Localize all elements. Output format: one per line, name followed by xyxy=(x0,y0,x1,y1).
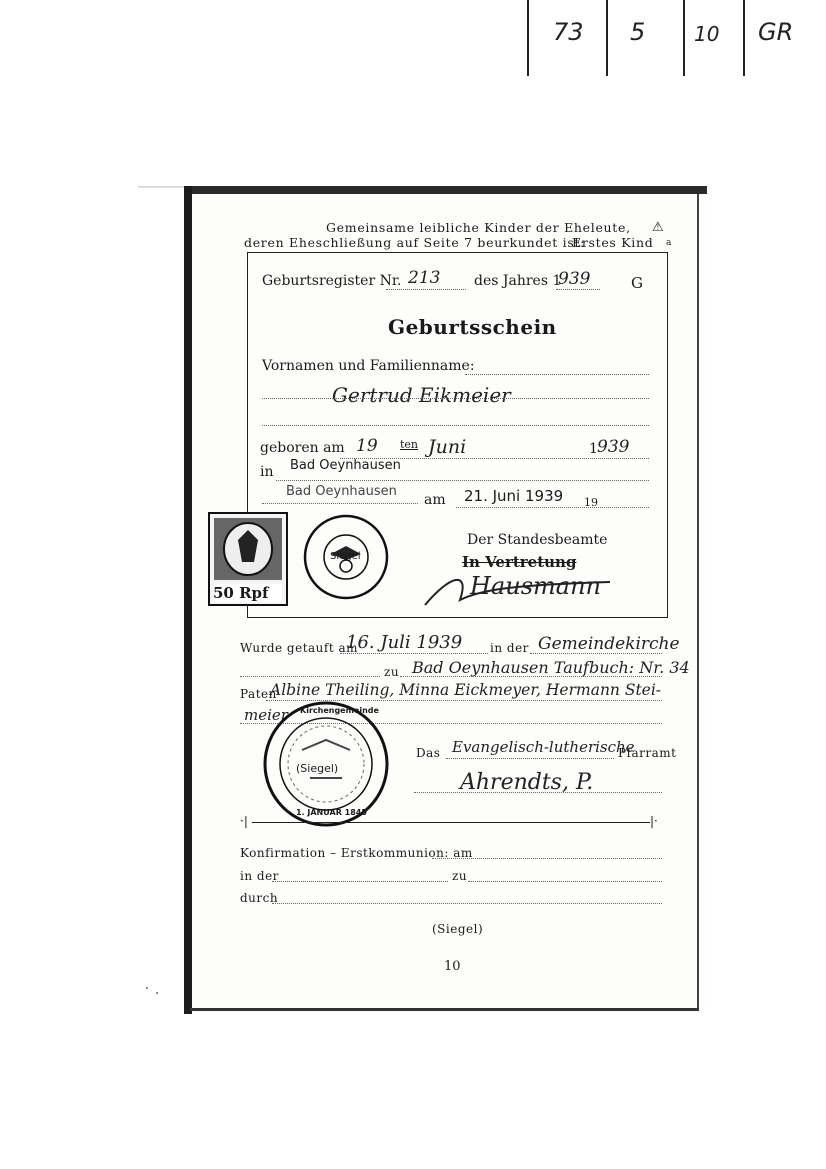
registrar-seal-text xyxy=(392,600,409,601)
page-number: 10 xyxy=(444,959,461,974)
dotted-line xyxy=(465,374,649,375)
page-border-left xyxy=(184,186,192,1014)
dotted-line xyxy=(240,676,380,677)
dotted-line xyxy=(400,676,662,677)
parish-label-suffix: Pfarramt xyxy=(618,746,677,760)
header-line-2: deren Eheschließung auf Seite 7 beurkundet ist: xyxy=(244,235,586,250)
born-year: 939 xyxy=(597,437,630,457)
register-label: Geburtsregister Nr. xyxy=(262,273,402,289)
signature-stroke xyxy=(420,570,620,610)
born-label: geboren am xyxy=(260,440,345,456)
dotted-line xyxy=(262,503,418,504)
registrar-struck-line: In Vertretung xyxy=(462,553,577,571)
born-year-prefix: 1 xyxy=(589,441,598,457)
pastor-signature: Ahrendts, P. xyxy=(460,770,594,795)
names-value: Gertrud Eikmeier xyxy=(332,383,511,407)
born-month: Juni xyxy=(428,436,467,458)
dotted-line xyxy=(556,289,600,290)
issue-date: 21. Juni 1939 xyxy=(464,487,564,505)
register-letter: G xyxy=(631,274,643,292)
archive-box-1: 73 xyxy=(553,18,584,46)
in-label: in xyxy=(260,464,274,480)
dotted-line xyxy=(340,653,488,654)
confirmation-in-der: in der xyxy=(240,869,279,883)
separator-mark-right: |· xyxy=(650,814,658,828)
warning-sub: a xyxy=(666,238,672,248)
godparents-line-2: meier xyxy=(244,706,288,724)
godparents-line-1: Albine Theiling, Minna Eickmeyer, Hermann Stei- xyxy=(270,681,662,699)
baptism-place: Bad Oeynhausen Taufbuch: Nr. 34 xyxy=(412,658,690,677)
registrar-seal-center: Siegel xyxy=(330,551,361,562)
year-label: des Jahres 1 xyxy=(474,273,562,289)
dotted-line xyxy=(272,903,662,904)
warning-icon: ⚠ xyxy=(652,220,664,235)
church-seal-center: (Siegel) xyxy=(296,762,339,775)
church-seal-text: Kirchengemeinde xyxy=(300,706,379,715)
page-border-right xyxy=(697,194,699,1009)
born-suffix: ten xyxy=(400,438,419,451)
confirmation-durch: durch xyxy=(240,891,279,905)
dotted-line xyxy=(414,792,662,793)
archive-divider xyxy=(683,0,685,76)
birthplace: Bad Oeynhausen xyxy=(290,458,401,473)
born-day: 19 xyxy=(356,436,378,456)
fee-stamp-value: 50 Rpf xyxy=(213,584,269,602)
parish-label-prefix: Das xyxy=(416,746,441,760)
certificate-title: Geburtsschein xyxy=(388,315,557,339)
baptism-church: Gemeindekirche xyxy=(538,634,680,654)
page-border-top xyxy=(184,186,707,194)
dotted-line xyxy=(456,507,649,508)
archive-box-2: 5 xyxy=(630,18,646,46)
child-label: Erstes Kind xyxy=(572,235,654,250)
baptism-date: 16. Juli 1939 xyxy=(346,632,463,653)
archive-divider xyxy=(606,0,608,76)
year-value: 939 xyxy=(558,269,591,289)
dotted-line xyxy=(530,653,662,654)
issue-year-suffix: 19 xyxy=(584,496,598,509)
confirmation-seal-label: (Siegel) xyxy=(432,922,484,936)
page-border-bottom xyxy=(190,1008,699,1011)
parish-name: Evangelisch-lutherische xyxy=(452,738,635,756)
confirmation-zu: zu xyxy=(452,869,468,883)
baptism-label: Wurde getauft am xyxy=(240,641,359,655)
archive-divider xyxy=(743,0,745,76)
scan-speck xyxy=(146,987,148,989)
church-seal-date: 1. JANUAR 1845 xyxy=(296,808,367,817)
dotted-line xyxy=(432,858,662,859)
scan-edge xyxy=(138,186,186,188)
separator-line xyxy=(252,822,650,823)
archive-box-3: 10 xyxy=(694,22,720,46)
dotted-line xyxy=(272,881,448,882)
names-label: Vornamen und Familienname: xyxy=(262,358,475,374)
separator-mark-left: ·| xyxy=(240,814,248,828)
dotted-line xyxy=(446,758,614,759)
baptism-zu: zu xyxy=(384,665,400,679)
registrar-signature: Hausmann xyxy=(470,572,601,600)
am-label: am xyxy=(424,492,446,508)
issue-place: Bad Oeynhausen xyxy=(286,484,397,499)
register-number: 213 xyxy=(408,268,441,288)
dotted-line xyxy=(468,881,662,882)
archive-divider xyxy=(527,0,529,76)
registrar-title: Der Standesbeamte xyxy=(467,532,608,548)
archive-box-4: GR xyxy=(758,18,794,46)
header-line-1: Gemeinsame leibliche Kinder der Eheleute, xyxy=(326,220,631,235)
confirmation-label: Konfirmation – Erstkommunion: am xyxy=(240,846,473,860)
godparents-label: Paten xyxy=(240,687,277,701)
scan-speck xyxy=(156,992,158,994)
dotted-line xyxy=(276,480,649,481)
dotted-line xyxy=(262,398,649,399)
baptism-in-der: in der xyxy=(490,641,529,655)
dotted-line xyxy=(386,289,466,290)
dotted-line xyxy=(262,425,649,426)
